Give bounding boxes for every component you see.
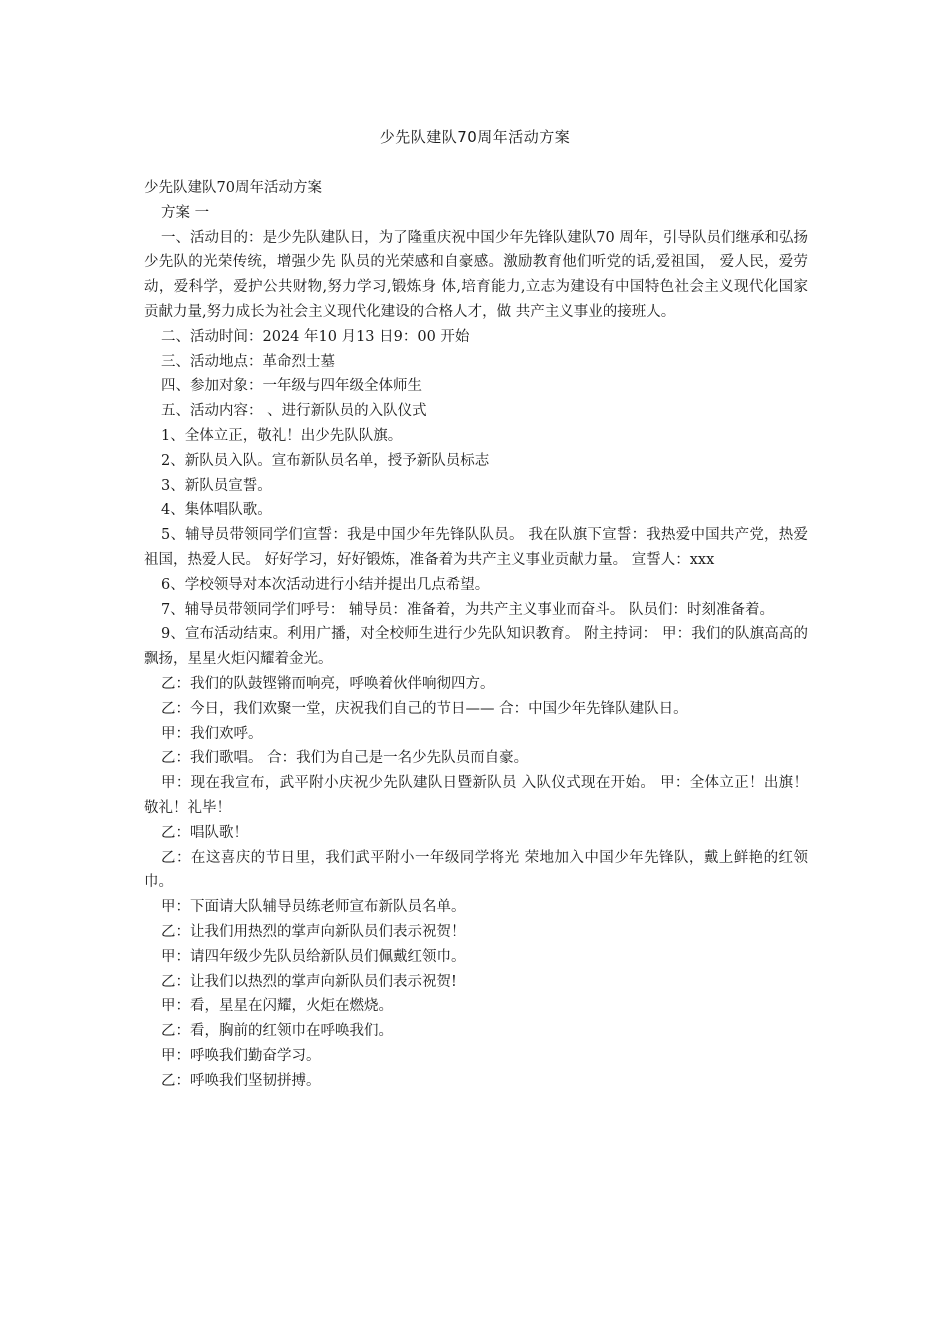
paragraph: 五、活动内容： 、进行新队员的入队仪式 [161,403,427,420]
paragraph: 一、活动目的：是少先队建队日，为了隆重庆祝中国少年先锋队建队70 周年，引导队员们继承和弘扬少先队的光荣传统，增强少先 队员的光荣感和自豪感。激励教育他们听党的话,爱祖国， 爱人民，爱劳动，爱科学，爱护公共财物,努力学习,锻炼身 体,培育能力,立志为建设有中国特色社会主义现代化国家 贡献力量,努力成长为社会主义现代化建设的合格人才，做 共产主义事业的接班人。 [144,229,808,320]
paragraph: 甲：呼唤我们勤奋学习。 [161,1047,321,1064]
document-subtitle: 少先队建队70周年活动方案 [144,180,322,196]
paragraph: 5、辅导员带领同学们宣誓：我是中国少年先锋队队员。 我在队旗下宣誓：我热爱中国共产党，热爱祖国，热爱人民。 好好学习，好好锻炼，准备着为共产主义事业贡献力量。 宣誓人：xxx [144,527,808,568]
paragraph: 乙：让我们以热烈的掌声向新队员们表示祝贺! [161,973,457,990]
paragraph: 1、全体立正，敬礼！出少先队队旗。 [161,427,403,444]
paragraph: 4、集体唱队歌。 [161,502,272,519]
paragraph: 7、辅导员带领同学们呼号： 辅导员：准备着，为共产主义事业而奋斗。 队员们：时刻准备着。 [161,601,774,618]
paragraph: 甲：下面请大队辅导员练老师宣布新队员名单。 [161,899,466,916]
paragraph: 乙：在这喜庆的节日里，我们武平附小一年级同学将光 荣地加入中国少年先锋队，戴上鲜艳的红领巾。 [144,849,808,891]
paragraph: 三、活动地点：革命烈士墓 [161,353,335,370]
paragraph: 甲：看，星星在闪耀，火炬在燃烧。 [161,998,393,1015]
document-body [144,176,808,1093]
paragraph: 乙：呼唤我们坚韧拼搏。 [161,1072,321,1089]
paragraph: 二、活动时间：2024 年10 月13 日9：00 开始 [161,328,470,345]
page-title: 少先队建队70周年活动方案 [379,128,571,146]
paragraph: 乙：看，胸前的红领巾在呼唤我们。 [161,1023,393,1040]
paragraph: 乙：我们的队鼓铿锵而响亮，呼唤着伙伴响彻四方。 [161,675,495,692]
paragraph: 甲：现在我宣布，武平附小庆祝少先队建队日暨新队员 入队仪式现在开始。 甲：全体立正！出旗！敬礼！礼毕！ [144,775,808,816]
paragraph: 甲：我们欢呼。 [161,725,263,742]
paragraph: 乙：今日，我们欢聚一堂，庆祝我们自己的节日—— 合：中国少年先锋队建队日。 [161,700,688,717]
paragraph: 2、新队员入队。宣布新队员名单，授予新队员标志 [161,452,490,469]
paragraph: 甲：请四年级少先队员给新队员们佩戴红领巾。 [161,948,466,965]
paragraph: 乙：我们歌唱。 合：我们为自己是一名少先队员而自豪。 [161,750,529,767]
paragraph: 3、新队员宣誓。 [161,477,272,494]
paragraph: 乙：唱队歌！ [161,824,248,841]
paragraph: 四、参加对象：一年级与四年级全体师生 [161,378,422,395]
paragraph: 6、学校领导对本次活动进行小结并提出几点希望。 [161,576,490,593]
paragraph: 9、宣布活动结束。利用广播，对全校师生进行少先队知识教育。 附主持词： 甲：我们的队旗高高的飘扬，星星火炬闪耀着金光。 [144,626,808,668]
paragraph: 方案 一 [161,204,210,221]
paragraph: 乙：让我们用热烈的掌声向新队员们表示祝贺！ [161,923,466,940]
